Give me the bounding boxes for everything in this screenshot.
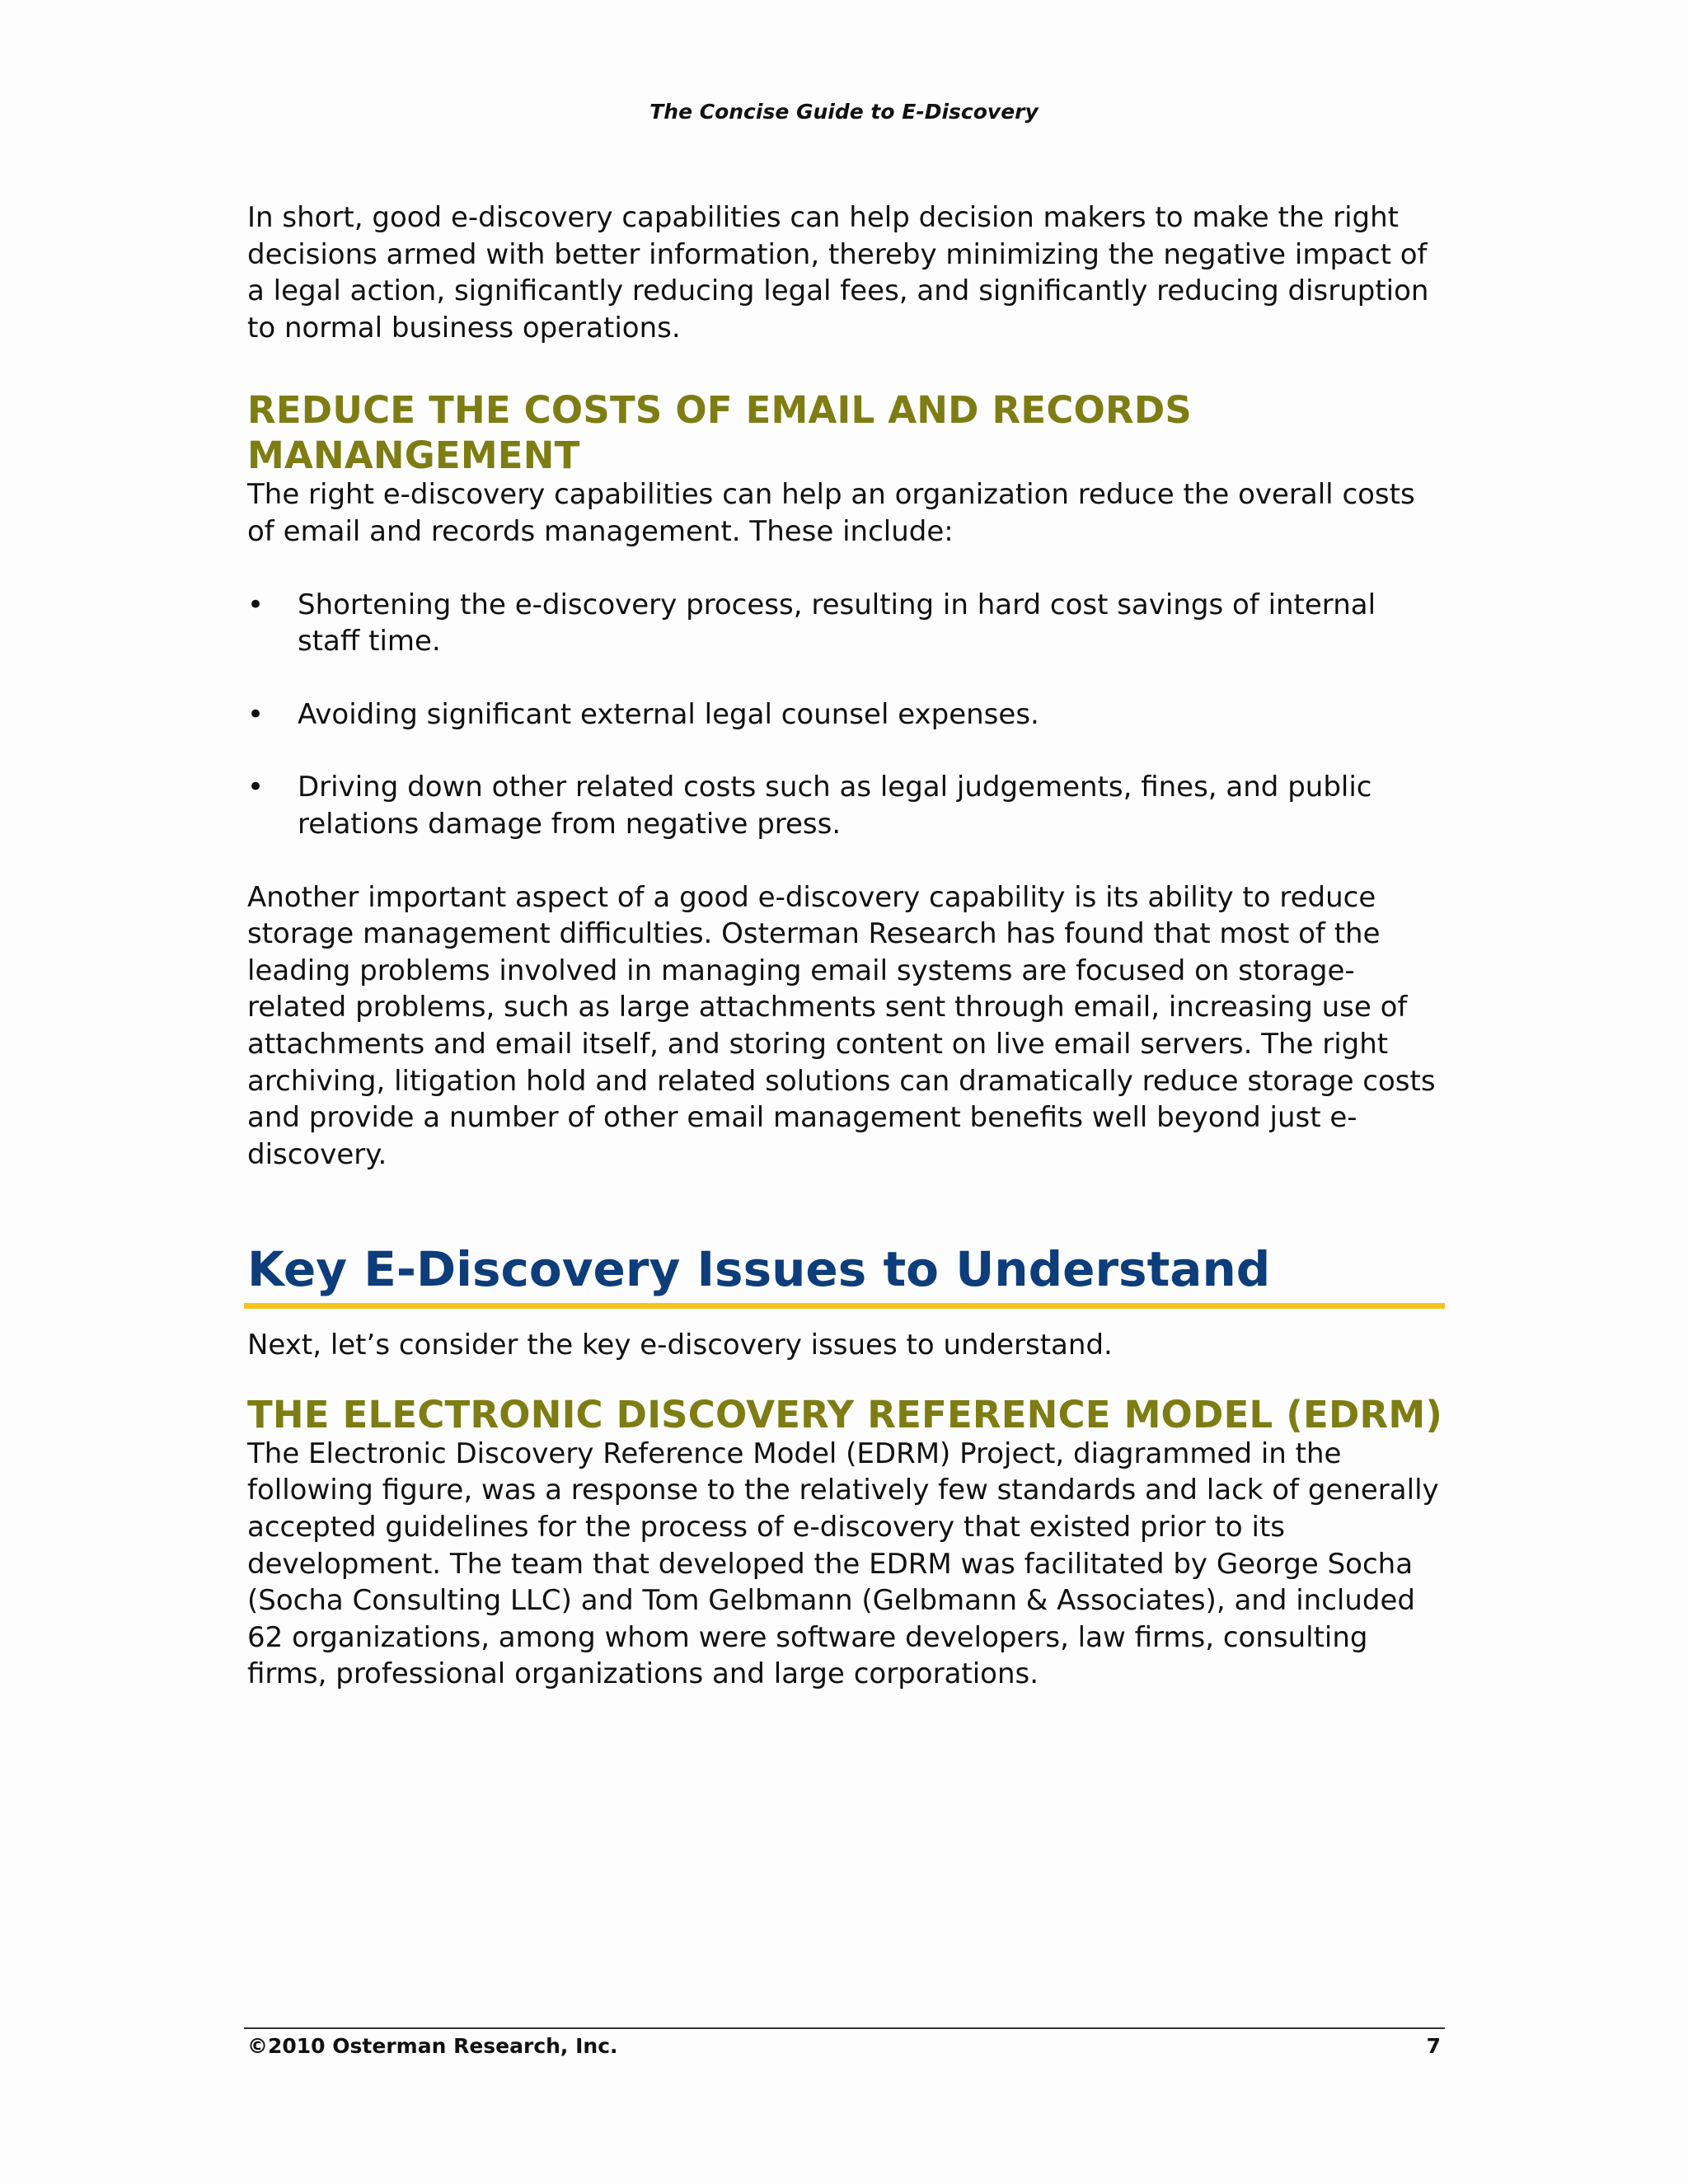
reduce-costs-heading-line1: REDUCE THE COSTS OF EMAIL AND RECORDS: [247, 388, 1193, 433]
running-header: The Concise Guide to E-Discovery: [649, 100, 1039, 124]
footer-rule: [244, 2027, 1445, 2029]
reduce-costs-bullet-list: [247, 587, 1444, 843]
page-number: 7: [1426, 2034, 1441, 2058]
bullet-glyph: •: [247, 697, 265, 731]
reduce-costs-heading-line2: MANANGEMENT: [247, 434, 580, 478]
intro-paragraph: In short, good e-discovery capabilities can help decision makers to make the right decisions armed with better information, thereby minimizing the negative impact of a legal action, significantly reducing legal fees, and significantly reducing disruption to normal business operations.: [247, 201, 1429, 344]
section-rule: [244, 1303, 1445, 1309]
bullet-glyph: •: [247, 588, 265, 621]
key-issues-lead: Next, let’s consider the key e-discovery issues to understand.: [247, 1329, 1113, 1362]
list-item: [247, 696, 1444, 733]
reduce-costs-lead: The right e-discovery capabilities can help an organization reduce the overall costs of email and records management. These include:: [247, 478, 1415, 548]
page-content: [247, 199, 1444, 1693]
edrm-heading: THE ELECTRONIC DISCOVERY REFERENCE MODEL (EDRM): [247, 1392, 1443, 1436]
list-item-text: Driving down other related costs such as legal judgements, fines, and public relations damage from negative press.: [298, 771, 1372, 841]
key-issues-heading: Key E-Discovery Issues to Understand: [247, 1241, 1271, 1298]
list-item-text: Shortening the e-discovery process, resulting in hard cost savings of internal staff time.: [298, 588, 1376, 658]
edrm-paragraph: The Electronic Discovery Reference Model (EDRM) Project, diagrammed in the following figure, was a response to the relatively few standards and lack of generally accepted guidelines for the process of e-discovery that existed prior to its development. The team that developed the EDRM was facilitated by George Socha (Socha Consulting LLC) and Tom Gelbmann (Gelbmann & Associates), and included 62 organizations, among whom were software developers, law firms, consulting firms, professional organizations and large corporations.: [247, 1436, 1439, 1691]
list-item: [247, 769, 1444, 842]
list-item: [247, 587, 1444, 660]
reduce-costs-heading: [247, 387, 1444, 478]
bullet-glyph: •: [247, 771, 265, 804]
footer-copyright: ©2010 Osterman Research, Inc.: [247, 2034, 618, 2058]
list-item-text: Avoiding significant external legal counsel expenses.: [298, 697, 1039, 731]
reduce-costs-closing-paragraph: Another important aspect of a good e-discovery capability is its ability to reduce storage management difficulties. Osterman Research has found that most of the leading problems involved in managing email systems are focused on storage-related problems, such as large attachments sent through email, increasing use of attachments and email itself, and storing content on live email servers. The right archiving, litigation hold and related solutions can dramatically reduce storage costs and provide a number of other email management benefits well beyond just e-discovery.: [247, 880, 1436, 1171]
